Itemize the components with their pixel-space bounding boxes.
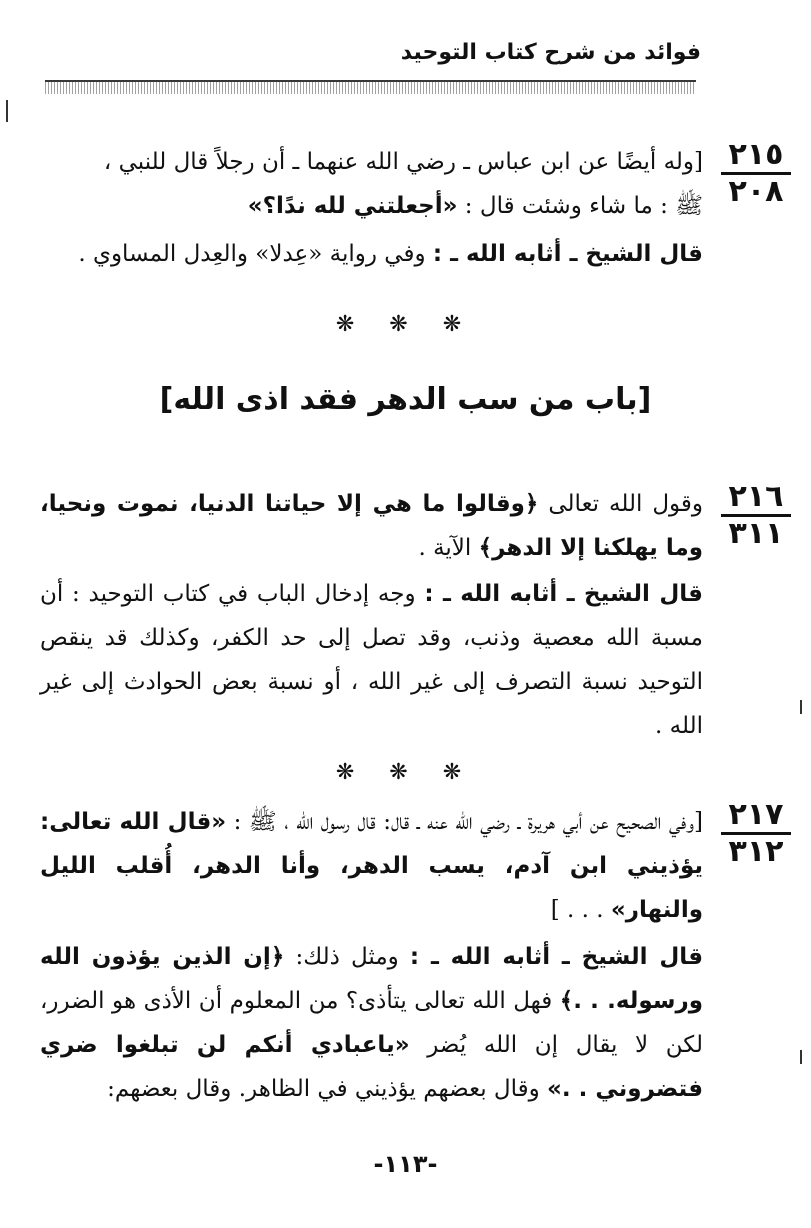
scan-mark-right-2 <box>800 1050 802 1064</box>
scan-mark-left <box>6 100 8 122</box>
entry-number: ٢١٥ ٢٠٨ <box>721 140 791 207</box>
scan-mark-right <box>800 700 802 714</box>
entry-number: ٢١٧ ٣١٢ <box>721 800 791 867</box>
commentary-label: قال الشيخ ـ أثابه الله ـ : <box>432 241 703 267</box>
entry-216 <box>40 479 791 570</box>
commentary-label: قال الشيخ ـ أثابه الله ـ : <box>424 581 703 607</box>
running-head-title: فوائد من شرح كتاب التوحيد <box>400 40 701 65</box>
entry-text: [وفي الصحيح عن أبي هريرة ـ رضي الله عنه ـ قال: قال رسول الله ، ﷺ : «قال الله تعالى: يؤذيني ابن آدم، يسب الدهر، وأنا الدهر، أُقلب الليل والنهار» . . . ] <box>40 809 703 923</box>
header-rule <box>45 80 696 94</box>
separator-stars: ❋ ❋ ❋ <box>335 312 476 337</box>
page-number: -١١٣- <box>373 1150 438 1178</box>
separator-stars: ❋ ❋ ❋ <box>335 760 476 785</box>
entry-215 <box>40 137 791 228</box>
entry-text: [وله أيضًا عن ابن عباس ـ رضي الله عنهما ـ أن رجلاً قال للنبي ، ﷺ : ما شاء وشئت قال : «أجعلتني لله ندًا؟» <box>103 149 703 219</box>
commentary-217: قال الشيخ ـ أثابه الله ـ : ومثل ذلك: ﴿إن الذين يؤذون الله ورسوله. . .﴾ فهل الله تعالى يتأذى؟ من المعلوم أن الأذى هو الضرر، لكن لا يقال إن الله يُضر «ياعبادي أنكم لن تبلغوا ضري فتضروني . .» وقال بعضهم يؤذيني في الظاهر. وقال بعضهم: <box>40 944 704 1102</box>
commentary-215: قال الشيخ ـ أثابه الله ـ : وفي رواية «عِدلا» والعِدل المساوي . <box>78 241 703 267</box>
entry-217 <box>40 797 791 932</box>
chapter-title: [باب من سب الدهر فقد اذى الله] <box>159 382 652 417</box>
entry-text: وقول الله تعالى ﴿وقالوا ما هي إلا حياتنا الدنيا، نموت ونحيا، وما يهلكنا إلا الدهر﴾ الآية . <box>40 491 704 561</box>
commentary-216: قال الشيخ ـ أثابه الله ـ : وجه إدخال الباب في كتاب التوحيد : أن مسبة الله معصية وذنب، وقد تصل إلى حد الكفر، وكذلك قد ينقص التوحيد نسبة التصرف إلى غير الله ، أو نسبة بعض الحوادث إلى غير الله . <box>40 581 703 739</box>
commentary-label: قال الشيخ ـ أثابه الله ـ : <box>409 944 704 970</box>
entry-number: ٢١٦ ٣١١ <box>721 482 791 549</box>
